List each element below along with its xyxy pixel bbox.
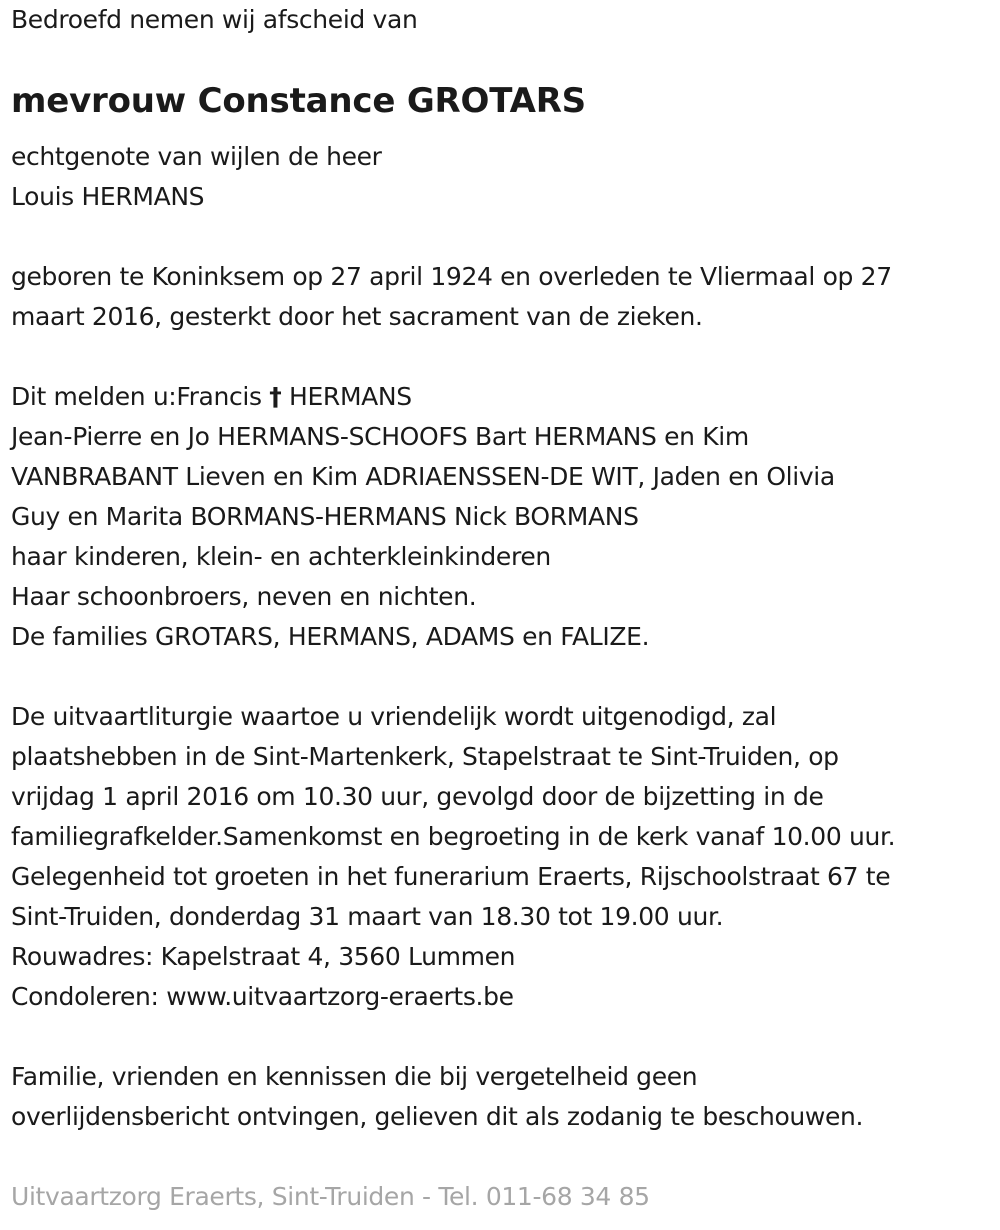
spacer [11,1137,996,1177]
cross-icon: † [269,382,282,411]
spacer [11,1017,996,1057]
announcers-line: De families GROTARS, HERMANS, ADAMS en FALIZE. [11,622,650,651]
announcers-first-line [11,377,996,417]
spouse-line-1: echtgenote van wijlen de heer [11,142,382,171]
birth-death-line-1: geboren te Koninksem op 27 april 1924 en overleden te Vliermaal op 27 [11,262,892,291]
announcers-line: Jean-Pierre en Jo HERMANS-SCHOOFS Bart HERMANS en Kim [11,422,749,451]
funeral-line: vrijdag 1 april 2016 om 10.30 uur, gevolgd door de bijzetting in de [11,782,824,811]
deceased-name: mevrouw Constance GROTARS [11,81,586,121]
notice-line: Familie, vrienden en kennissen die bij vergetelheid geen [11,1062,698,1091]
funeral-line: De uitvaartliturgie waartoe u vriendelijk wordt uitgenodigd, zal [11,702,777,731]
announcers-prefix: Dit melden u:Francis [11,382,262,411]
announcers-line: haar kinderen, klein- en achterkleinkinderen [11,542,551,571]
spacer [11,217,996,257]
announcers-line: Haar schoonbroers, neven en nichten. [11,582,477,611]
condolence-website: Condoleren: www.uitvaartzorg-eraerts.be [11,982,514,1011]
spouse-line-2: Louis HERMANS [11,182,205,211]
spacer [11,657,996,697]
announcers-line: VANBRABANT Lieven en Kim ADRIAENSSEN-DE WIT, Jaden en Olivia [11,462,835,491]
funeral-line: plaatshebben in de Sint-Martenkerk, Stapelstraat te Sint-Truiden, op [11,742,839,771]
funeral-line: Sint-Truiden, donderdag 31 maart van 18.30 tot 19.00 uur. [11,902,724,931]
obituary-document [11,0,996,1217]
mourning-address: Rouwadres: Kapelstraat 4, 3560 Lummen [11,942,516,971]
notice-line: overlijdensbericht ontvingen, gelieven dit als zodanig te beschouwen. [11,1102,864,1131]
announcers-line: Guy en Marita BORMANS-HERMANS Nick BORMANS [11,502,639,531]
intro-line: Bedroefd nemen wij afscheid van [11,5,418,34]
birth-death-line-2: maart 2016, gesterkt door het sacrament van de zieken. [11,302,703,331]
funeral-line: familiegrafkelder.Samenkomst en begroeting in de kerk vanaf 10.00 uur. [11,822,896,851]
funeral-home-footer: Uitvaartzorg Eraerts, Sint-Truiden - Tel. 011-68 34 85 [11,1182,650,1211]
announcers-suffix: HERMANS [289,382,412,411]
spacer [11,337,996,377]
funeral-line: Gelegenheid tot groeten in het funerarium Eraerts, Rijschoolstraat 67 te [11,862,891,891]
